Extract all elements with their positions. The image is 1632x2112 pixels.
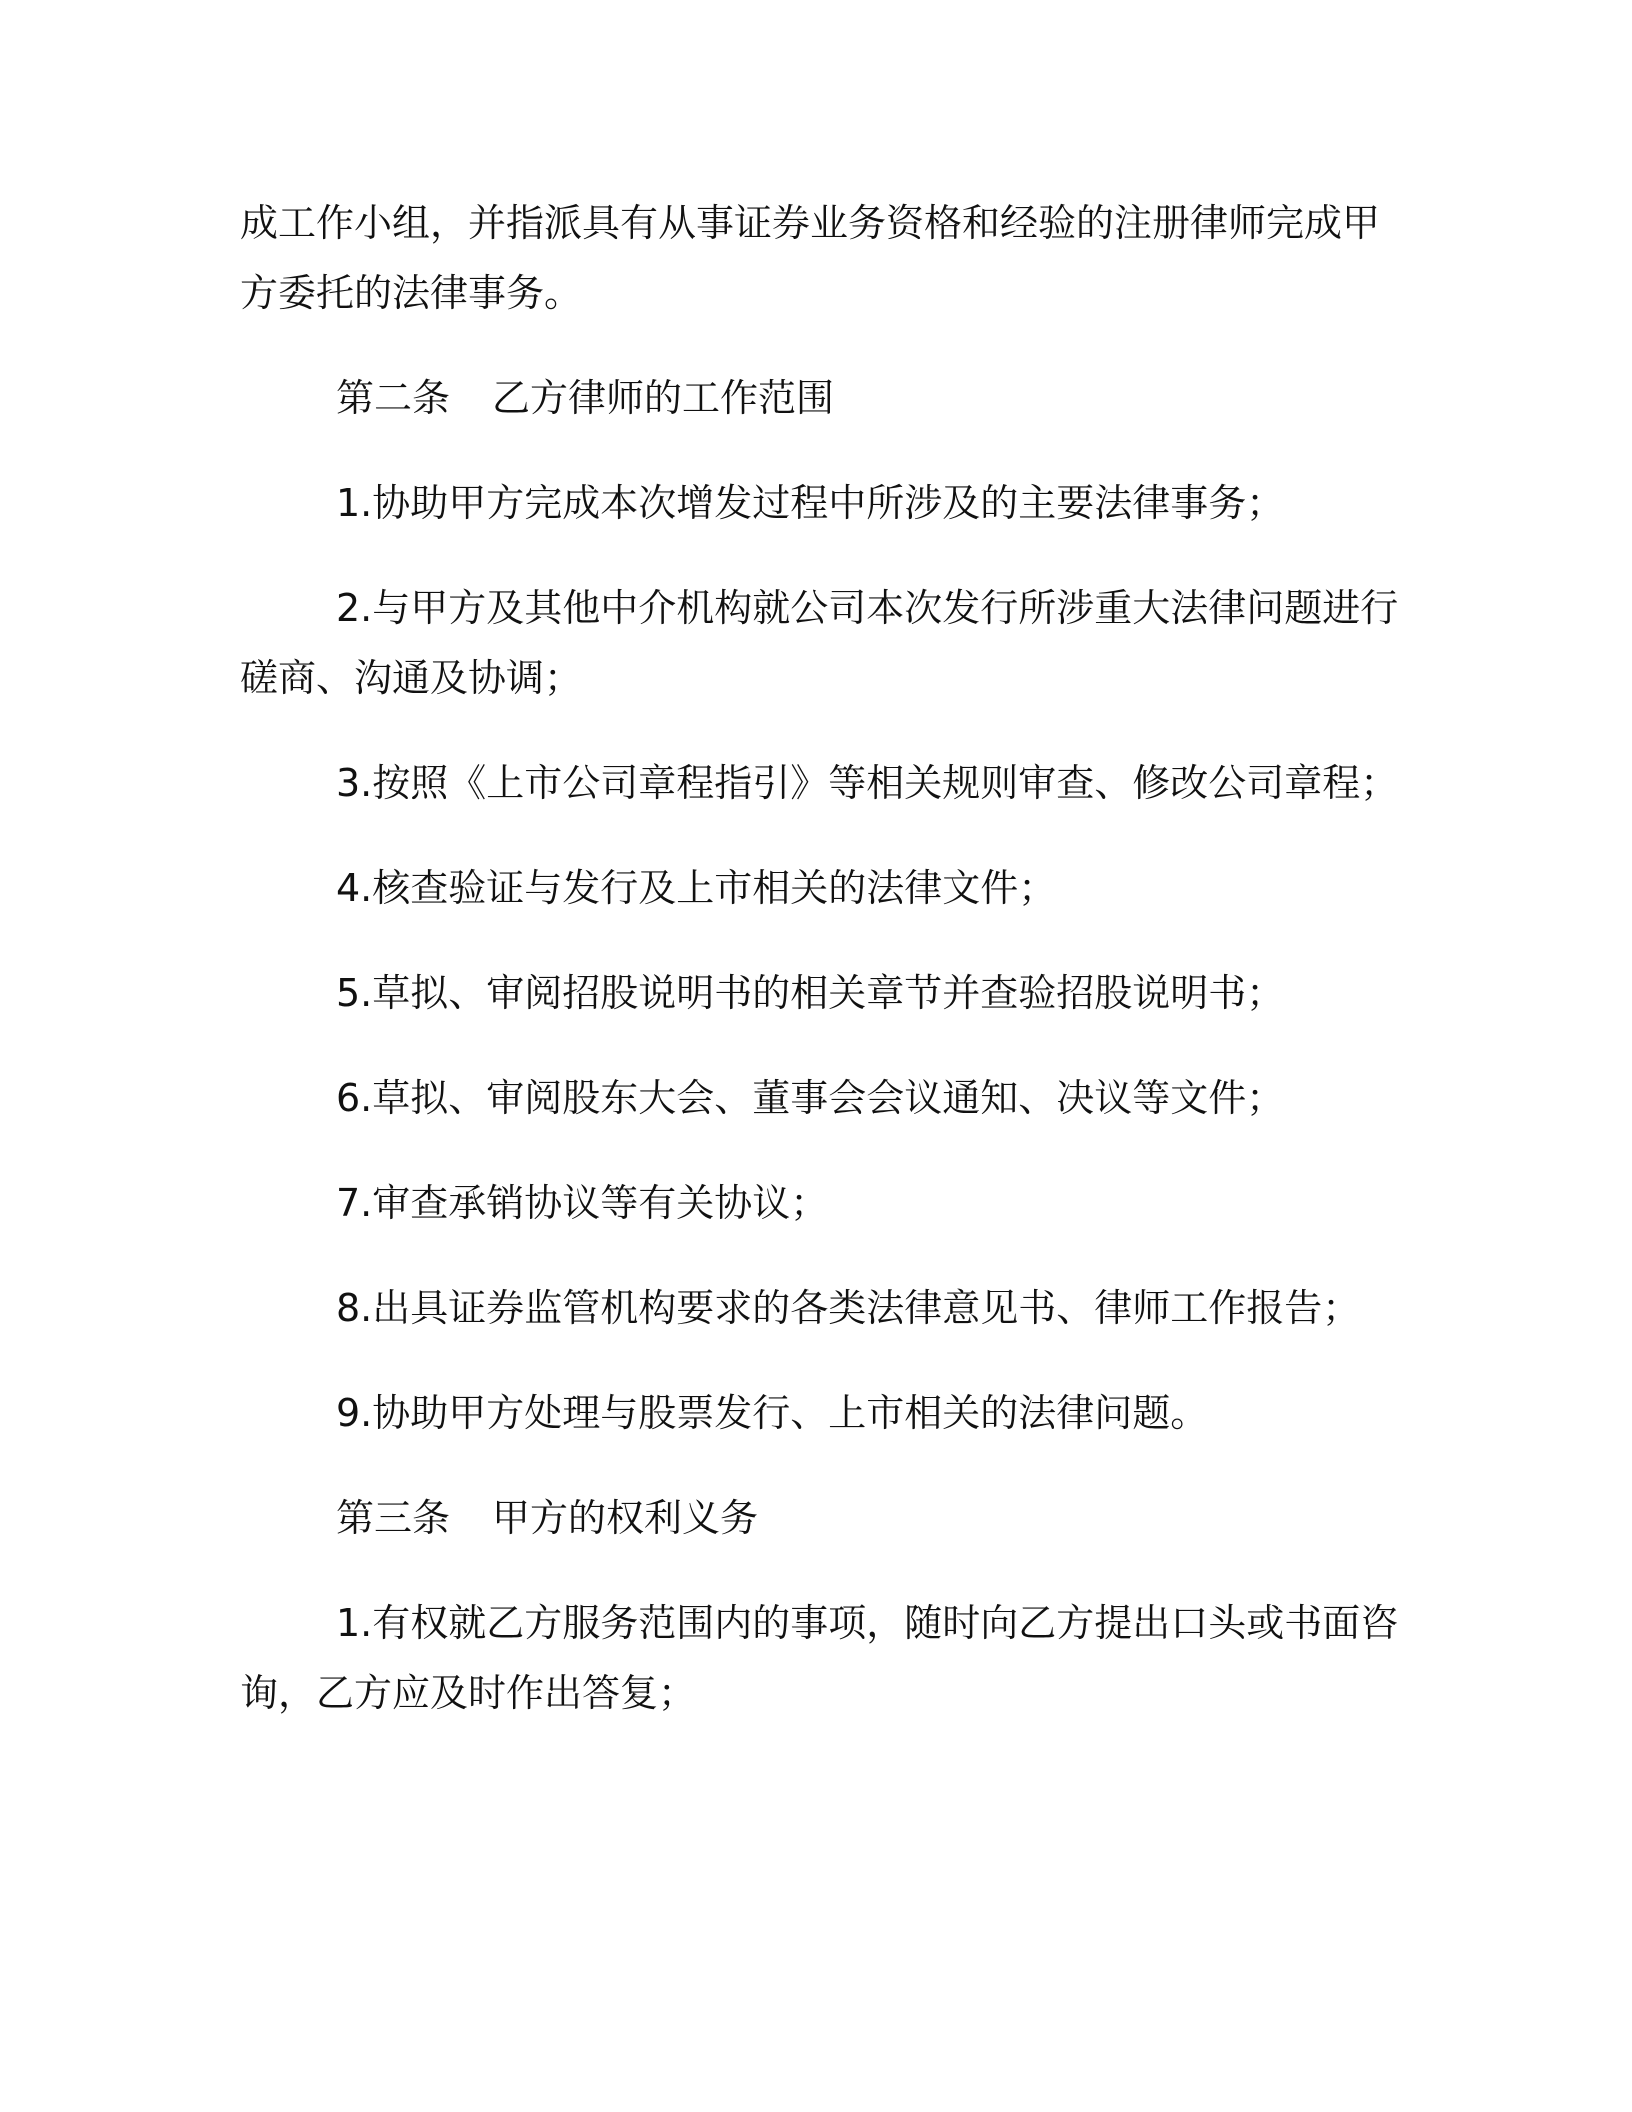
article-2-heading <box>240 363 1390 433</box>
article-title: 乙方律师的工作范围 <box>492 376 835 420</box>
article-2-item-8: 8.出具证券监管机构要求的各类法律意见书、律师工作报告； <box>336 1286 1361 1330</box>
article-2-item-4: 4.核查验证与发行及上市相关的法律文件； <box>336 866 1057 910</box>
article-2-item-3: 3.按照《上市公司章程指引》等相关规则审查、修改公司章程； <box>336 761 1399 805</box>
article-number: 第二条 <box>336 376 451 420</box>
document-page <box>240 188 1399 1763</box>
text-line: 磋商、沟通及协调； <box>240 656 583 700</box>
article-2-item-5: 5.草拟、审阅招股说明书的相关章节并查验招股说明书； <box>336 971 1285 1015</box>
article-3-heading <box>240 1483 1390 1553</box>
article-3-item-1 <box>240 1588 1399 1728</box>
article-2-item-6: 6.草拟、审阅股东大会、董事会会议通知、决议等文件； <box>336 1076 1285 1120</box>
text-line: 方委托的法律事务。 <box>240 271 583 315</box>
text-line: 2.与甲方及其他中介机构就公司本次发行所涉重大法律问题进行 <box>336 586 1399 630</box>
article-title: 甲方的权利义务 <box>492 1496 759 1540</box>
article-2-item-7: 7.审查承销协议等有关协议； <box>336 1181 829 1225</box>
article-2-item-2 <box>240 573 1399 713</box>
text-line: 成工作小组，并指派具有从事证券业务资格和经验的注册律师完成甲 <box>240 201 1381 245</box>
article-2-item-1: 1.协助甲方完成本次增发过程中所涉及的主要法律事务； <box>336 481 1285 525</box>
article-2-item-9: 9.协助甲方处理与股票发行、上市相关的法律问题。 <box>336 1391 1209 1435</box>
text-line: 1.有权就乙方服务范围内的事项，随时向乙方提出口头或书面咨 <box>336 1601 1399 1645</box>
continuation-paragraph <box>240 188 1390 328</box>
article-number: 第三条 <box>336 1496 451 1540</box>
text-line: 询，乙方应及时作出答复； <box>240 1671 697 1715</box>
